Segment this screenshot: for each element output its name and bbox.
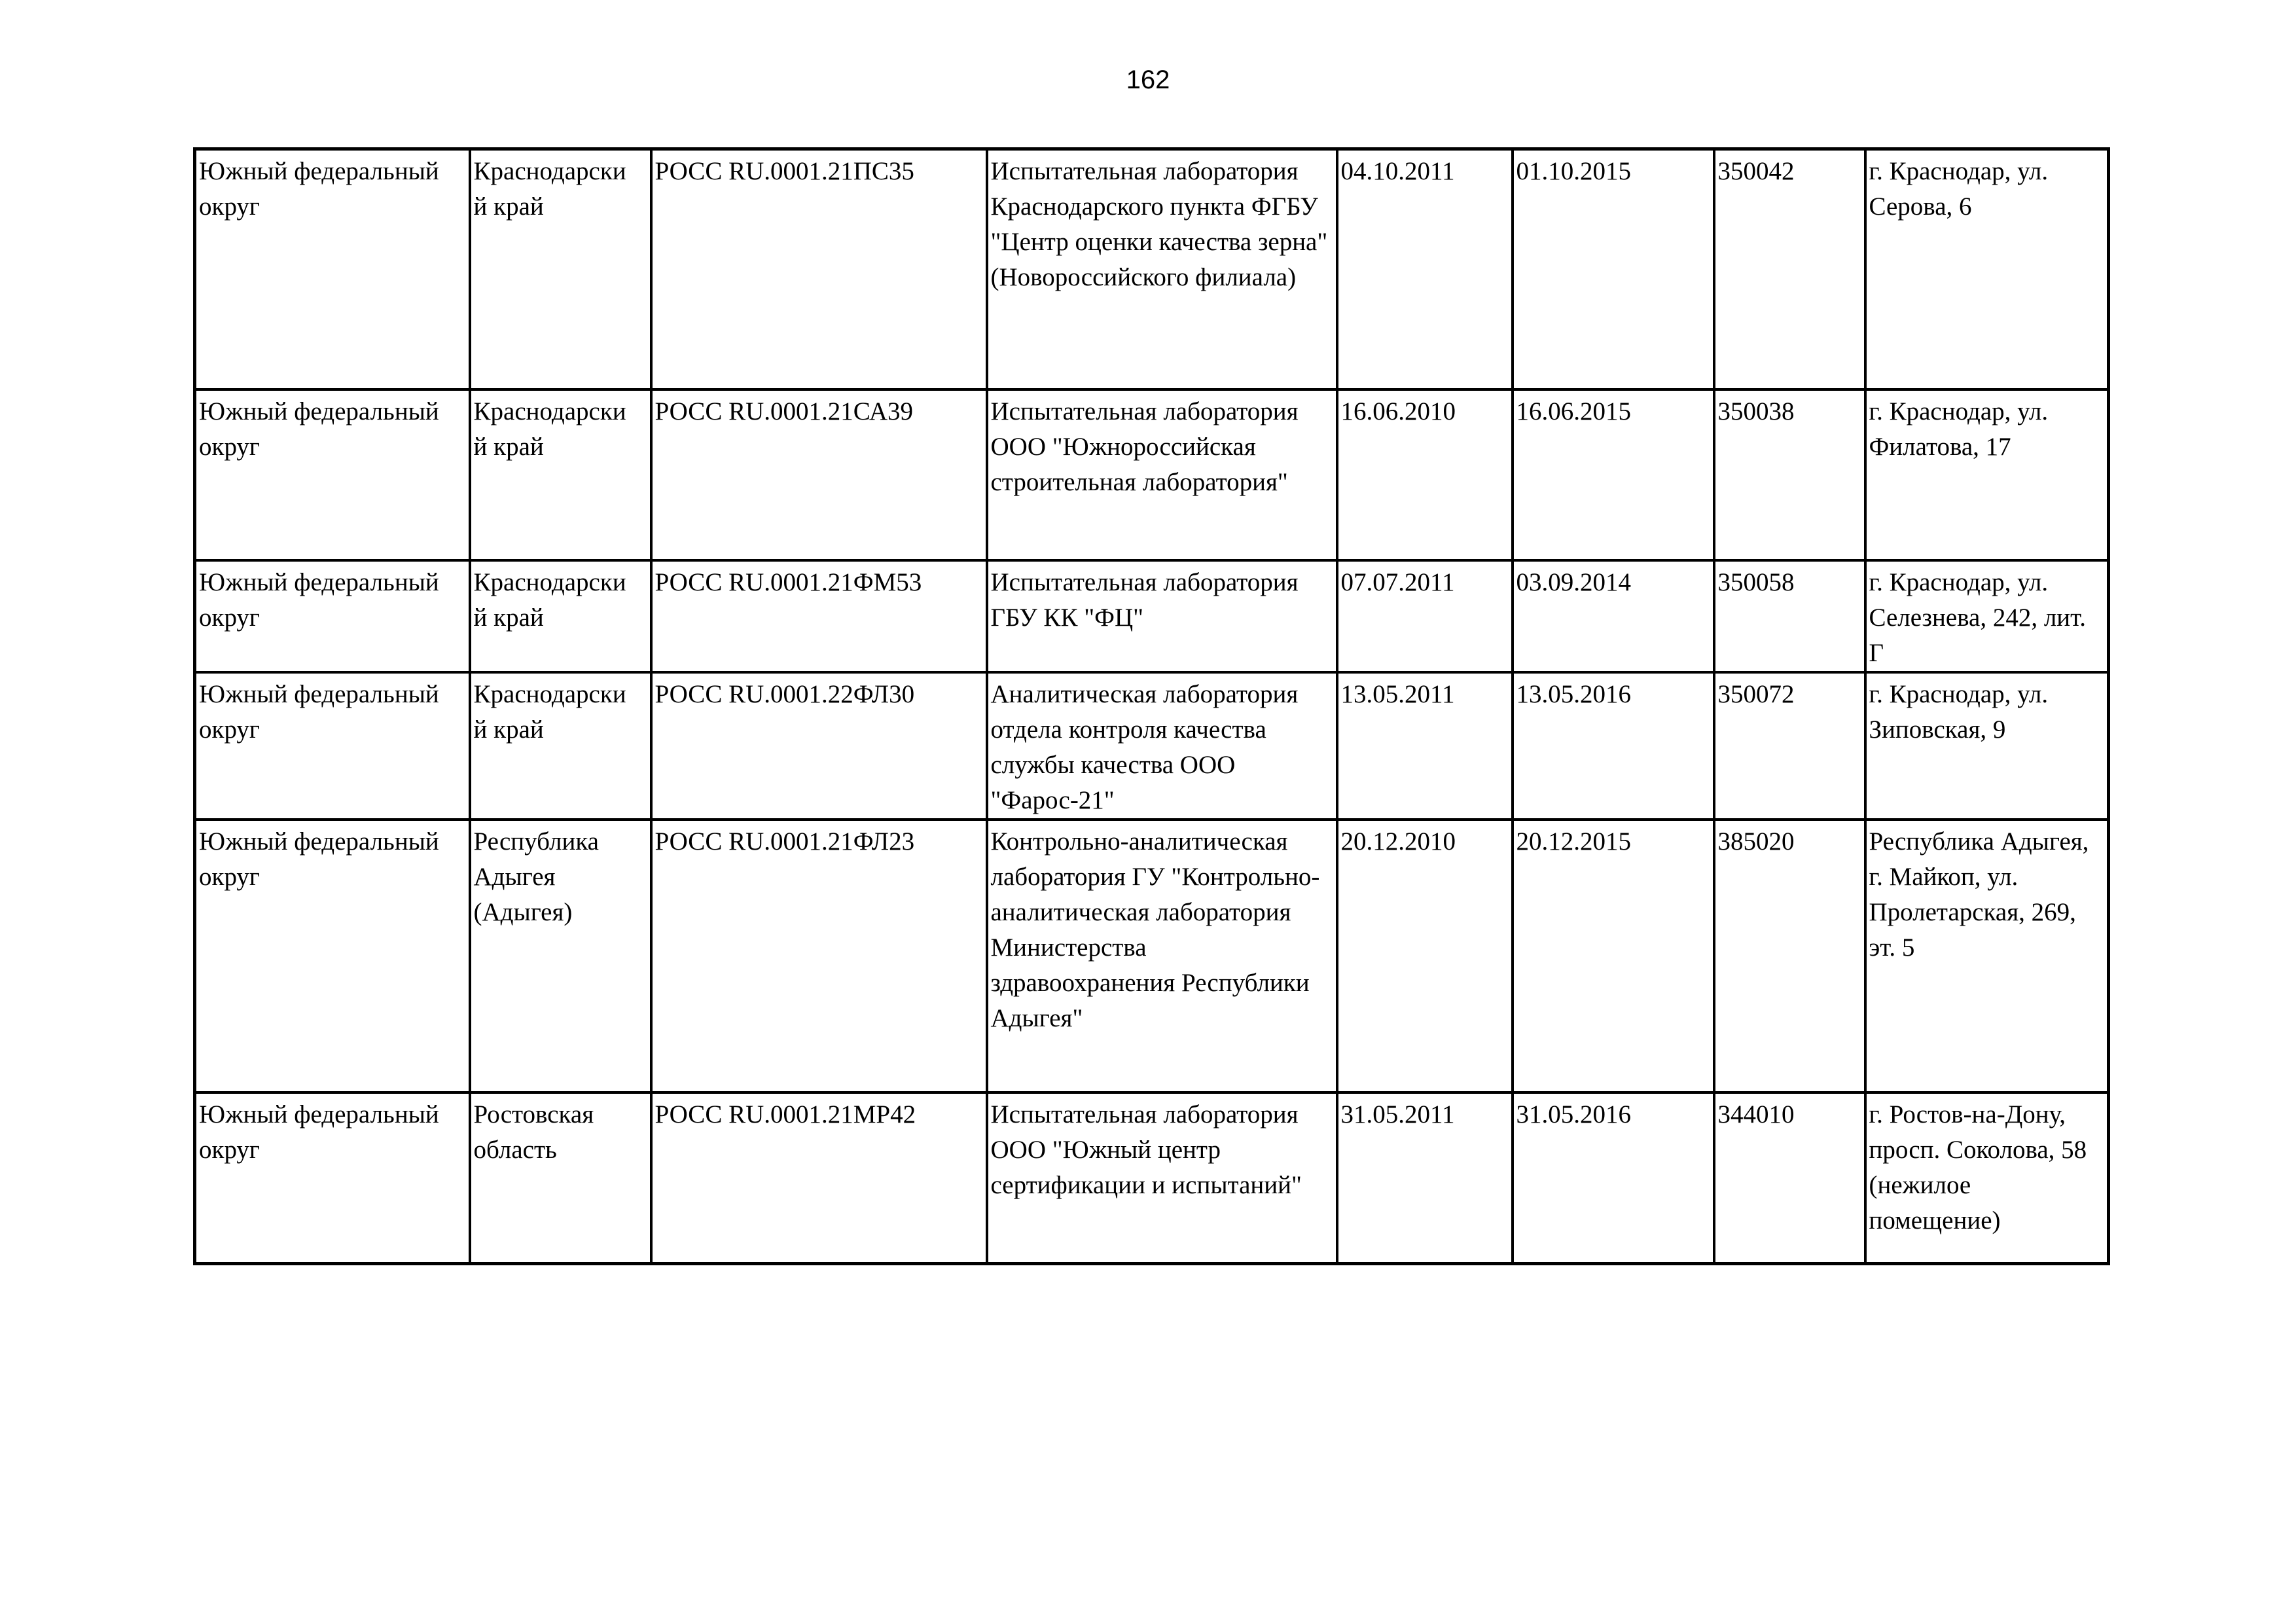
laboratory-cell: [987, 560, 1337, 672]
address-text: г. Краснодар, ул. Филатова, 17: [1869, 397, 2049, 461]
region-text: Республика Адыгея (Адыгея): [473, 827, 599, 926]
date-end: 31.05.2016: [1516, 1100, 1631, 1128]
zip-code: 344010: [1717, 1100, 1795, 1128]
date-start-cell: [1337, 560, 1513, 672]
address-text: г. Ростов-на-Дону, просп. Соколова, 58 (нежилое помещение): [1869, 1100, 2087, 1235]
page-number: 162: [1126, 65, 1170, 94]
region-text: Краснодарски й край: [473, 397, 626, 461]
laboratory-name: Испытательная лаборатория ООО "Южнороссийская строительная лаборатория": [990, 397, 1299, 496]
region-cell: [470, 672, 651, 820]
region-text: Краснодарски й край: [473, 568, 626, 632]
date-end-cell: [1513, 560, 1714, 672]
district-text: Южный федеральный округ: [199, 680, 439, 744]
laboratory-cell: [987, 389, 1337, 560]
table-row: [195, 149, 2109, 390]
date-end-cell: [1513, 672, 1714, 820]
certificate-cell: [651, 672, 987, 820]
date-end: 01.10.2015: [1516, 157, 1631, 185]
date-start: 07.07.2011: [1340, 568, 1455, 596]
laboratory-name: Испытательная лаборатория Краснодарского пункта ФГБУ "Центр оценки качества зерна" (Новороссийского филиала): [990, 157, 1328, 291]
address-cell: [1865, 389, 2109, 560]
zip-cell: [1714, 389, 1865, 560]
zip-code: 350042: [1717, 157, 1795, 185]
certificate-cell: [651, 149, 987, 390]
laboratory-name: Контрольно-аналитическая лаборатория ГУ "Контрольно-аналитическая лаборатория Министерства здравоохранения Республики Адыгея": [990, 827, 1320, 1032]
certificate-number: РОСС RU.0001.22ФЛ30: [655, 680, 915, 708]
district-cell: [195, 1092, 470, 1264]
address-cell: [1865, 820, 2109, 1092]
district-cell: [195, 389, 470, 560]
zip-cell: [1714, 820, 1865, 1092]
district-cell: [195, 149, 470, 390]
laboratory-name: Испытательная лаборатория ГБУ КК "ФЦ": [990, 568, 1299, 632]
zip-code: 350072: [1717, 680, 1795, 708]
date-end-cell: [1513, 389, 1714, 560]
district-text: Южный федеральный округ: [199, 568, 439, 632]
address-cell: [1865, 149, 2109, 390]
date-end-cell: [1513, 820, 1714, 1092]
date-start: 20.12.2010: [1340, 827, 1456, 856]
zip-code: 350038: [1717, 397, 1795, 425]
certificate-cell: [651, 389, 987, 560]
certificate-cell: [651, 820, 987, 1092]
zip-cell: [1714, 560, 1865, 672]
date-start-cell: [1337, 1092, 1513, 1264]
laboratory-registry-table: [193, 147, 2110, 1265]
zip-code: 350058: [1717, 568, 1795, 596]
certificate-number: РОСС RU.0001.21ПС35: [655, 157, 914, 185]
laboratory-cell: [987, 672, 1337, 820]
region-cell: [470, 389, 651, 560]
laboratory-cell: [987, 1092, 1337, 1264]
laboratory-name: Испытательная лаборатория ООО "Южный центр сертификации и испытаний": [990, 1100, 1302, 1199]
date-end: 16.06.2015: [1516, 397, 1631, 425]
region-text: Ростовская область: [473, 1100, 594, 1164]
region-text: Краснодарски й край: [473, 680, 626, 744]
date-end-cell: [1513, 149, 1714, 390]
certificate-number: РОСС RU.0001.21ФЛ23: [655, 827, 915, 856]
table-row: [195, 820, 2109, 1092]
date-start-cell: [1337, 149, 1513, 390]
date-start: 13.05.2011: [1340, 680, 1455, 708]
region-text: Краснодарски й край: [473, 157, 626, 221]
date-start-cell: [1337, 672, 1513, 820]
address-cell: [1865, 672, 2109, 820]
district-cell: [195, 560, 470, 672]
address-cell: [1865, 1092, 2109, 1264]
address-text: г. Краснодар, ул. Зиповская, 9: [1869, 680, 2049, 744]
table-row: [195, 389, 2109, 560]
district-text: Южный федеральный округ: [199, 827, 439, 891]
zip-cell: [1714, 149, 1865, 390]
laboratory-cell: [987, 820, 1337, 1092]
region-cell: [470, 1092, 651, 1264]
date-end: 20.12.2015: [1516, 827, 1631, 856]
address-text: Республика Адыгея, г. Майкоп, ул. Пролетарская, 269, эт. 5: [1869, 827, 2089, 962]
district-text: Южный федеральный округ: [199, 157, 439, 221]
certificate-cell: [651, 1092, 987, 1264]
date-start: 04.10.2011: [1340, 157, 1455, 185]
date-end-cell: [1513, 1092, 1714, 1264]
date-end: 13.05.2016: [1516, 680, 1631, 708]
region-cell: [470, 820, 651, 1092]
district-text: Южный федеральный округ: [199, 1100, 439, 1164]
zip-cell: [1714, 1092, 1865, 1264]
district-cell: [195, 672, 470, 820]
date-start-cell: [1337, 820, 1513, 1092]
certificate-number: РОСС RU.0001.21ФМ53: [655, 568, 922, 596]
table-row: [195, 560, 2109, 672]
district-text: Южный федеральный округ: [199, 397, 439, 461]
certificate-number: РОСС RU.0001.21МР42: [655, 1100, 916, 1128]
date-start: 31.05.2011: [1340, 1100, 1455, 1128]
address-cell: [1865, 560, 2109, 672]
laboratory-cell: [987, 149, 1337, 390]
date-start-cell: [1337, 389, 1513, 560]
address-text: г. Краснодар, ул. Серова, 6: [1869, 157, 2049, 221]
certificate-number: РОСС RU.0001.21СА39: [655, 397, 913, 425]
zip-code: 385020: [1717, 827, 1795, 856]
laboratory-name: Аналитическая лаборатория отдела контроля качества службы качества ООО "Фарос-21": [990, 680, 1299, 814]
region-cell: [470, 560, 651, 672]
certificate-cell: [651, 560, 987, 672]
table-row: [195, 1092, 2109, 1264]
zip-cell: [1714, 672, 1865, 820]
table-row: [195, 672, 2109, 820]
region-cell: [470, 149, 651, 390]
date-end: 03.09.2014: [1516, 568, 1631, 596]
district-cell: [195, 820, 470, 1092]
date-start: 16.06.2010: [1340, 397, 1456, 425]
address-text: г. Краснодар, ул. Селезнева, 242, лит. Г: [1869, 568, 2087, 667]
